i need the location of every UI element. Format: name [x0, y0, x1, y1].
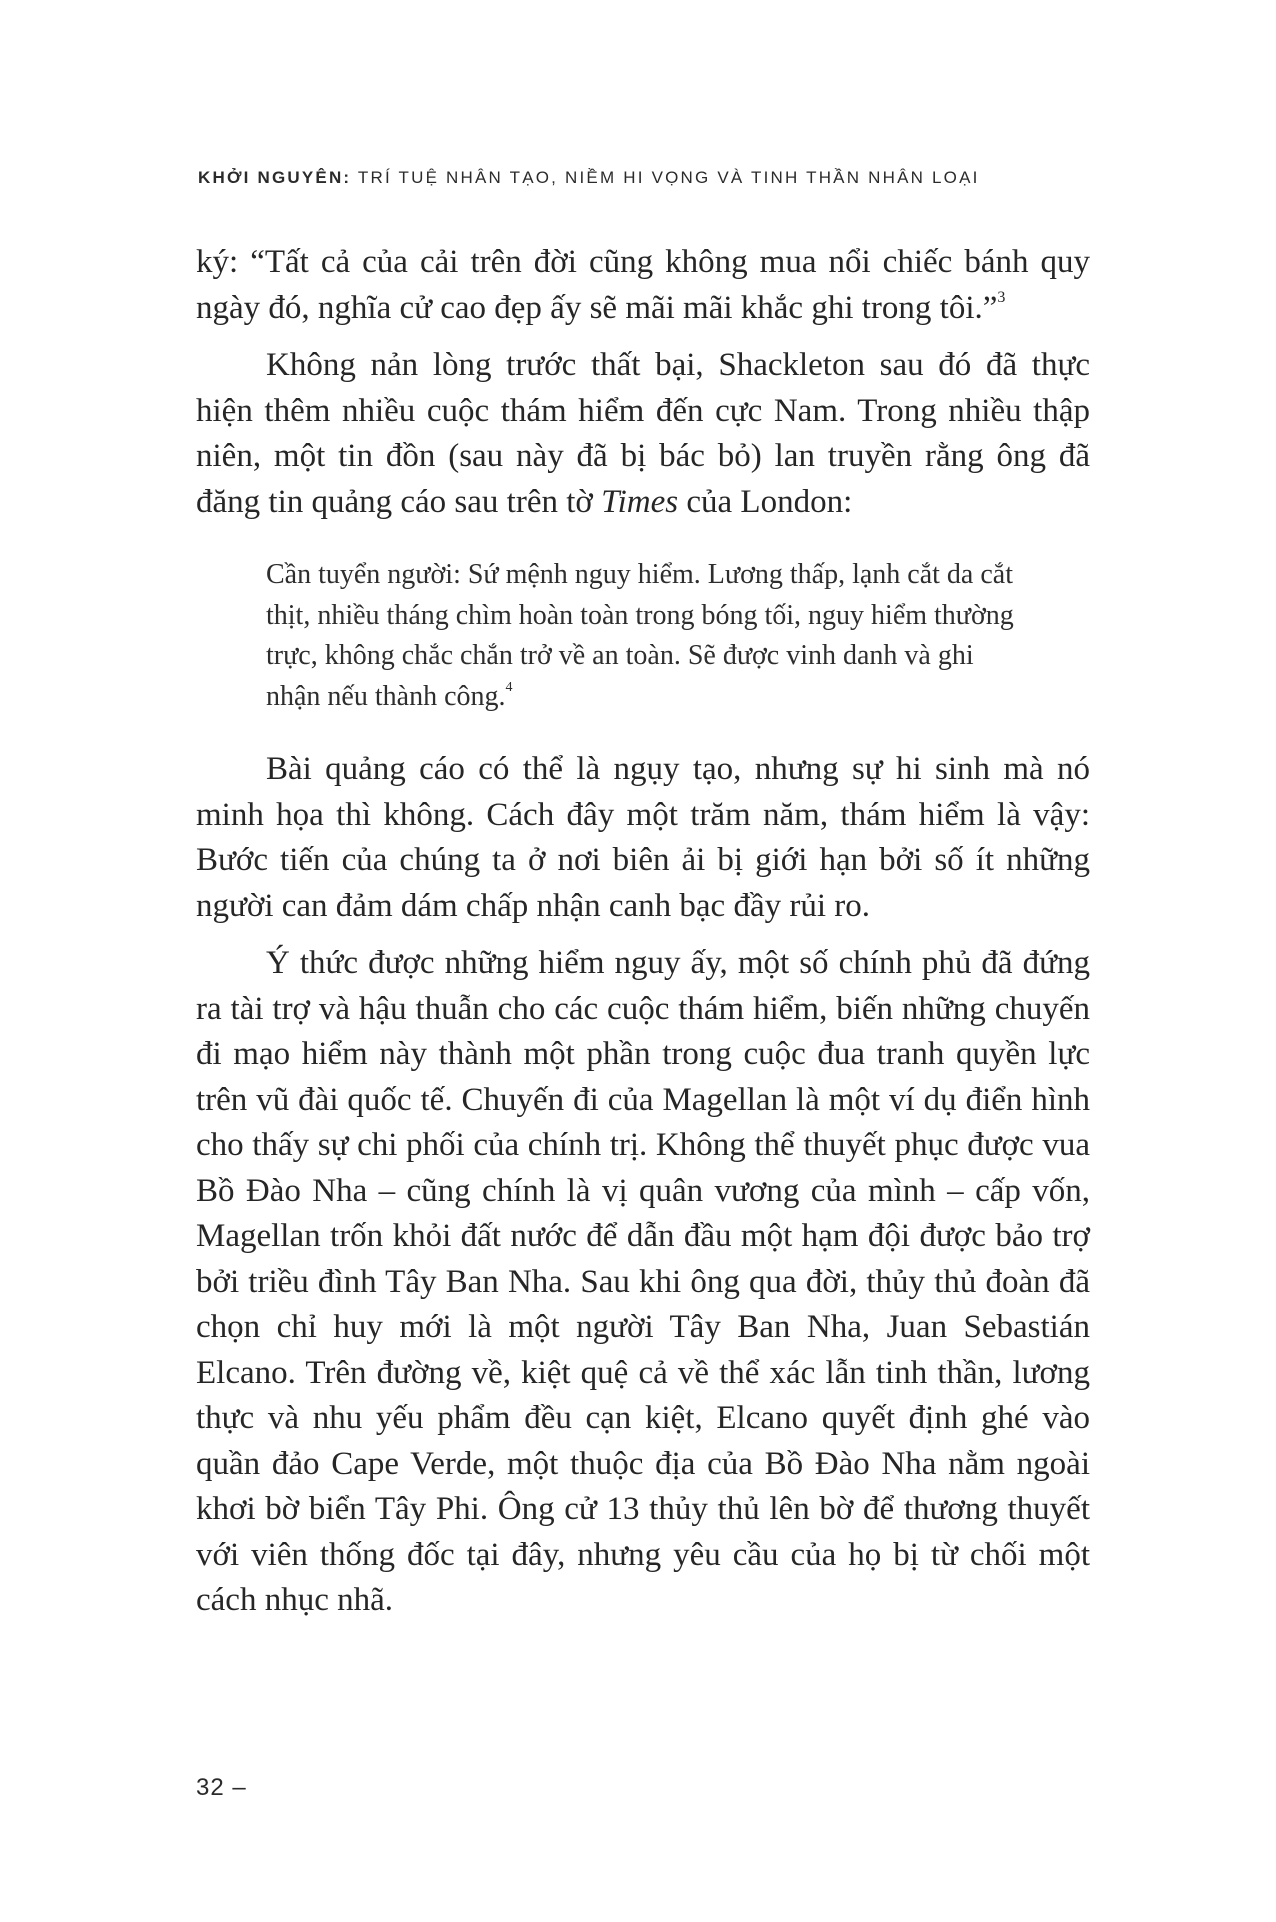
paragraph-magellan: Ý thức được những hiểm nguy ấy, một số chính phủ đã đứng ra tài trợ và hậu thuẫn cho các cuộc thám hiểm, biến những chuyến đi mạo hiểm này thành một phần trong cuộc đua tranh quyền lực trên vũ đài quốc tế. Chuyến đi của Magellan là một ví dụ điển hình cho thấy sự chi phối của chính trị. Không thể thuyết phục được vua Bồ Đào Nha – cũng chính là vị quân vương của mình – cấp vốn, Magellan trốn khỏi đất nước để dẫn đầu một hạm đội được bảo trợ bởi triều đình Tây Ban Nha. Sau khi ông qua đời, thủy thủ đoàn đã chọn chỉ huy mới là một người Tây Ban Nha, Juan Sebastián Elcano. Trên đường về, kiệt quệ cả về thể xác lẫn tinh thần, lương thực và nhu yếu phẩm đều cạn kiệt, Elcano quyết định ghé vào quần đảo Cape Verde, một thuộc địa của Bồ Đào Nha nằm ngoài khơi bờ biển Tây Phi. Ông cử 13 thủy thủ lên bờ để thương thuyết với viên thống đốc tại đây, nhưng yêu cầu của họ bị từ chối một cách nhục nhã. [196, 945, 1090, 1618]
paragraph-text: ký: “Tất cả của cải trên đời cũng không mua nổi chiếc bánh quy ngày đó, nghĩa cử cao đẹp ấy sẽ mãi mãi khắc ghi trong tôi.” [196, 244, 1090, 326]
running-header [198, 168, 980, 188]
book-title-main: KHỞI NGUYÊN: [198, 168, 352, 187]
main-text [196, 240, 1090, 1636]
book-title-subtitle: TRÍ TUỆ NHÂN TẠO, NIỀM HI VỌNG VÀ TINH THẦN NHÂN LOẠI [357, 168, 980, 187]
paragraph-continued [196, 240, 1090, 331]
paragraph-text: Không nản lòng trước thất bại, Shackleton sau đó đã thực hiện thêm nhiều cuộc thám hiểm đến cực Nam. Trong nhiều thập niên, một tin đồn (sau này đã bị bác bỏ) lan truyền rằng ông đã đăng tin quảng cáo sau trên tờ [196, 347, 1090, 520]
paragraph-shackleton [196, 343, 1090, 525]
paragraph-text: của London: [686, 483, 853, 520]
newspaper-name: Times [601, 483, 679, 520]
quote-text: Cần tuyển người: Sứ mệnh nguy hiểm. Lương thấp, lạnh cắt da cắt thịt, nhiều tháng chìm hoàn toàn trong bóng tối, nguy hiểm thường trực, không chắc chắn trở về an toàn. Sẽ được vinh danh và ghi nhận nếu thành công. [266, 559, 1014, 712]
block-quote [266, 555, 1020, 717]
page-number: 32 – [196, 1774, 247, 1801]
paragraph-advertisement: Bài quảng cáo có thể là ngụy tạo, nhưng sự hi sinh mà nó minh họa thì không. Cách đây một trăm năm, thám hiểm là vậy: Bước tiến của chúng ta ở nơi biên ải bị giới hạn bởi số ít những người can đảm dám chấp nhận canh bạc đầy rủi ro. [196, 751, 1090, 924]
footnote-ref-3: 3 [997, 288, 1006, 306]
footnote-ref-4: 4 [505, 679, 513, 695]
